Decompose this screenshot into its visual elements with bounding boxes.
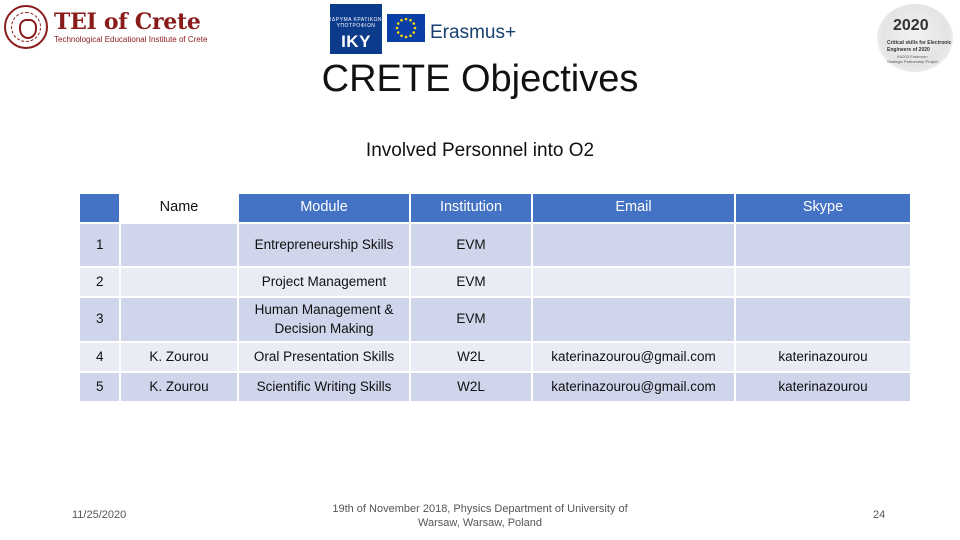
tei-logo-name: TEI of Crete <box>54 8 201 35</box>
row-email <box>533 268 736 298</box>
row-name <box>121 268 239 298</box>
row-skype <box>736 224 910 268</box>
project-logo-line1: Critical skills for Electronic <box>887 40 952 46</box>
header-cell-module: Module <box>239 194 411 224</box>
row-module: Human Management & Decision Making <box>239 298 411 343</box>
row-skype: katerinazourou <box>736 373 910 403</box>
table-row <box>80 373 910 403</box>
row-index: 5 <box>80 373 121 403</box>
row-email: katerinazourou@gmail.com <box>533 373 736 403</box>
table-row <box>80 298 910 343</box>
project-logo-line3: KA203 Erasmus+ <box>897 54 929 59</box>
slide-number: 24 <box>873 509 886 521</box>
row-email: katerinazourou@gmail.com <box>533 343 736 373</box>
row-index: 4 <box>80 343 121 373</box>
row-index: 1 <box>80 224 121 268</box>
row-institution: EVM <box>411 298 533 343</box>
header-cell-email: Email <box>533 194 736 224</box>
table-header-row <box>80 194 910 224</box>
row-institution: W2L <box>411 343 533 373</box>
row-skype: katerinazourou <box>736 343 910 373</box>
row-index: 3 <box>80 298 121 343</box>
row-module: Project Management <box>239 268 411 298</box>
erasmus-plus-logo: Erasmus+ <box>430 22 517 43</box>
row-skype <box>736 268 910 298</box>
header-cell-name: Name <box>121 194 239 224</box>
personnel-table <box>80 194 910 403</box>
header-cell-institution: Institution <box>411 194 533 224</box>
row-name: K. Zourou <box>121 373 239 403</box>
row-institution: EVM <box>411 224 533 268</box>
row-module: Oral Presentation Skills <box>239 343 411 373</box>
row-module: Scientific Writing Skills <box>239 373 411 403</box>
table-subtitle: Involved Personnel into O2 <box>365 140 595 161</box>
row-module: Entrepreneurship Skills <box>239 224 411 268</box>
footer-event-line2: Warsaw, Warsaw, Poland <box>418 517 542 529</box>
row-skype <box>736 298 910 343</box>
project-logo-line2: Engineers of 2020 <box>887 47 930 53</box>
footer-date: 11/25/2020 <box>72 509 127 521</box>
tei-logo-subtitle: Technological Educational Institute of Crete <box>54 34 208 44</box>
iky-logo-text: IKY <box>341 32 371 51</box>
table-row <box>80 224 910 268</box>
project-logo-year: 2020 <box>893 17 929 34</box>
header-cell-skype: Skype <box>736 194 910 224</box>
table-row <box>80 343 910 373</box>
page-title: CRETE Objectives <box>321 58 639 100</box>
row-name <box>121 298 239 343</box>
table-row <box>80 268 910 298</box>
tei-seal-icon <box>4 5 48 49</box>
footer-event <box>310 502 650 530</box>
header-cell-index <box>80 194 121 224</box>
row-email <box>533 224 736 268</box>
tei-crete-logo <box>4 4 209 50</box>
project-logo-line4: Strategic Partnership Project <box>887 59 938 64</box>
row-name <box>121 224 239 268</box>
iky-logo <box>330 4 382 54</box>
eu-flag-icon <box>387 14 425 42</box>
row-email <box>533 298 736 343</box>
row-index: 2 <box>80 268 121 298</box>
iky-logo-small-text: ΙΔΡΥΜΑ ΚΡΑΤΙΚΩΝ ΥΠΟΤΡΟΦΙΩΝ <box>330 17 382 29</box>
row-name: K. Zourou <box>121 343 239 373</box>
footer-event-line1: 19th of November 2018, Physics Department of University of <box>332 503 628 515</box>
row-institution: W2L <box>411 373 533 403</box>
row-institution: EVM <box>411 268 533 298</box>
